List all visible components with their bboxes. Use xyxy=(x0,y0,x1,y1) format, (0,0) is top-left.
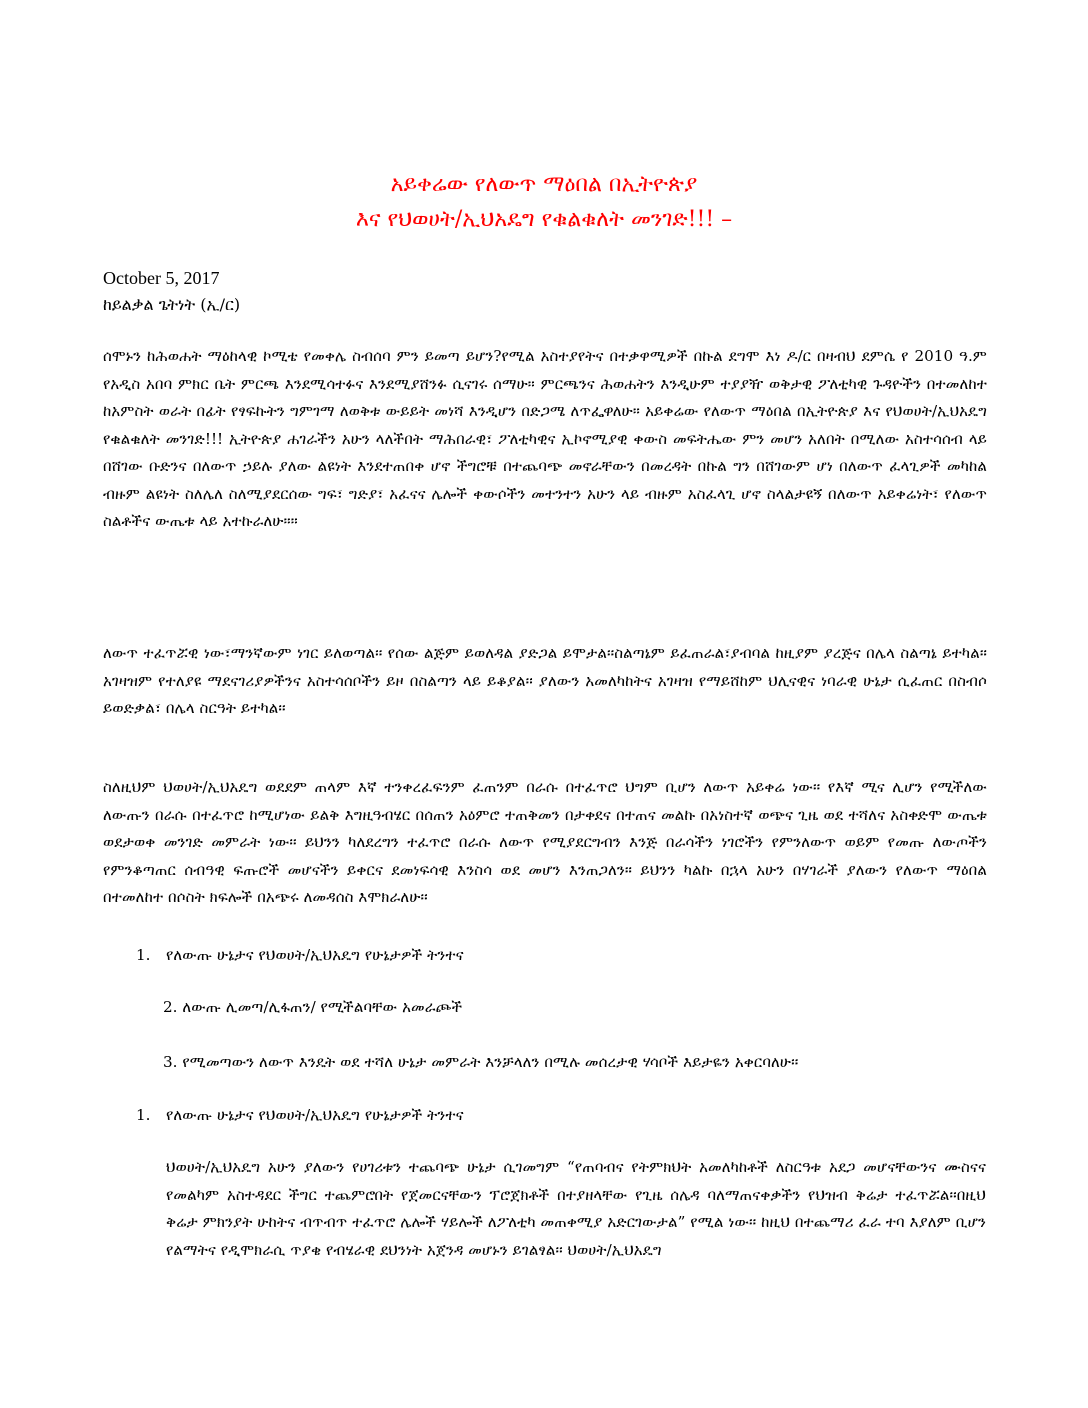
list-item: 2. ለውጡ ሊመጣ/ሊፋጠን/ የሚችልባቸው አመራጮች xyxy=(163,998,463,1016)
list-item-number: 1. xyxy=(136,946,151,964)
list-item-text: የለውጡ ሁኔታና የህወሀት/ኢህአዴግ የሁኔታዎች ትንተና xyxy=(166,1106,464,1124)
list-item xyxy=(136,942,464,970)
list-item-text: የለውጡ ሁኔታና የህወሀት/ኢህአዴግ የሁኔታዎች ትንተና xyxy=(166,946,464,964)
document-title-line1: አይቀሬው የለውጥ ማዕበል በኢትዮጵያ xyxy=(390,172,698,197)
body-paragraph-1: ሰሞኑን ከሕወሐት ማዕከላዊ ኮሚቴ የመቀሌ ስብሰባ ምን ይመጣ ይሆን?የሚል አስተያየትና በተቃዋሚዎች በኩል ደግሞ እነ ዶ/ር በዛብህ ደምሴ የ 2010 ዓ.ም የአዲስ አበባ ምክር ቤት ምርጫ እንደሚሳተፉና እንደሚያሸንፉ ሲናገሩ ሰማሁ። ምርጫንና ሕወሐትን እንዲሁም ተያያዥ ወቅታዊ ፖለቲካዊ ጉዳዮችን በተመለከተ ከአምስት ወራት በፊት የፃፍኩትን ግምገማ ለወቅቱ ውይይት መነሻ እንዲሆን በድጋሜ ለጥፌዋለሁ። አይቀሬው የለውጥ ማዕበል በኢትዮጵያ እና የህወሀት/ኢህአዴግ የቁልቁለት መንገድ!!! ኢትዮጵያ ሐገራችን አሁን ላለችበት ማሕበራዊ፣ ፖለቲካዊና ኢኮኖሚያዊ ቀውስ መፍትሔው ምን መሆን አለበት በሚለው አስተሳሰብ ላይ በሸገው ቡድንና በለውጥ ኃይሉ ያለው ልዩነት እንደተጠበቀ ሆኖ ችግሮቹ በተጨባጭ መኖራቸውን በመረዳት በኩል ግን በሸገውም ሆነ በለውጥ ፈላጊዎች መካከል ብዙም ልዩነት ስለሌለ ስለሚያደርሰው ግፍ፣ ግድያ፣ አፈናና ሌሎች ቀውሶችን መተንተን አሁን ላይ ብዙም አስፈላጊ ሆኖ ስላልታዩኝ በለውጥ አይቀሬነት፣ የለውጥ ስልቶችና ውጤቱ ላይ አተኩራለሁ።። xyxy=(103,347,987,530)
document-date: October 5, 2017 xyxy=(103,268,220,288)
document-title-line2: እና የህወሀት/ኢህአዴግ የቁልቁለት መንገድ!!! – xyxy=(355,207,733,232)
body-paragraph-3: ስለዚህም ህወሀት/ኢህአዴግ ወደደም ጠላም እኛ ተንቀረፈፍንም ፈጠንም በራሱ በተፈጥሮ ህግም ቢሆን ለውጥ አይቀሬ ነው፡፡ የእኛ ሚና ሊሆን የሚችለው ለውጡን በራሱ በተፈጥሮ ከሚሆነው ይልቅ እግዚዓብሄር በሰጠን አዕምሮ ተጠቅመን በታቀደና በተጠና መልኩ በአነስተኛ ወጭና ጊዜ ወደ ተሻለና አስቀድሞ ውጤቱ ወደታወቀ መንገድ መምራት ነው፡፡ ይህንን ካለደረግን ተፈጥሮ በራሱ ለውጥ የሚያደርግብን እንጅ በራሳችን ነገሮችን የምንለውጥ ወይም የመጡ ለውጦችን የምንቆጣጠር ሰብዓዊ ፍጡሮች መሆናችን ይቀርና ደመነፍሳዊ እንስሳ ወደ መሆን እንጠጋለን፡፡ ይህንን ካልኩ በኋላ አሁን በሃገራች ያለውን የለውጥ ማዕበል በተመለከተ በሶስት ክፍሎች በአጭሩ ለመዳሰስ እሞክራለሁ፡፡ xyxy=(103,778,987,906)
body-paragraph-2: ለውጥ ተፈጥሯዊ ነው፣ማንኛውም ነገር ይለወጣል፡፡ የሰው ልጅም ይወለዳል ያድጋል ይሞታል፡፡ስልጣኔም ይፈጠራል፣ያብባል ከዚያም ያረጅና በሌላ ስልጣኔ ይተካል፡፡ አገዛዝም የተለያዩ ማደናገሪያዎችንና አስተሳሰቦችን ይዞ በስልጣን ላይ ይቆያል፡፡ ያለውን አመለካከትና አገዛዝ የማይሸከም ህሊናዊና ነባራዊ ሁኔታ ሲፈጠር በስብሶ ይወድቃል፣ በሌላ ስርዓት ይተካል፡፡ xyxy=(103,644,987,717)
document-author: ከይልቃል ጌትነት (ኢ/ር) xyxy=(103,295,241,314)
list-item: 3. የሚመጣውን ለውጥ እንዴት ወደ ተሻለ ሁኔታ መምራት እንቻላለን በሚሉ መሰረታዊ ሃሳቦች እይታዬን አቀርባለሁ፡፡ xyxy=(163,1053,799,1071)
list-item-number: 1. xyxy=(136,1106,151,1124)
body-paragraph-4: ህወሀት/ኢህአዴግ አሁን ያለውን የሀገሪቱን ተጨባጭ ሁኔታ ሲገመግም “የጠባብና የትምክህት አመለካከቶች ለስርዓቱ አደጋ መሆናቸውንና ሙስናና የመልካም አስተዳደር ችግር ተጨምሮበት የጀመርናቸውን ፕሮጀክቶች በተያዘላቸው የጊዜ ሰሌዳ ባለማጠናቀቃችን የህዝብ ቅሬታ ተፈጥሯል፡፡በዚህ ቅሬታ ምክንያት ሁከትና ብጥብጥ ተፈጥሮ ሌሎች ሃይሎች ለፖለቲካ መጠቀሚያ አድርገውታል” የሚል ነው፡፡ ከዚህ በተጨማሪ ፈራ ተባ እያለም ቢሆን የልማትና የዲሞክራሲ ጥያቄ የብሄራዊ ደህንነት አጀንዳ መሆኑን ይገልፃል፡፡ ህወሀት/ኢህአዴግ xyxy=(166,1158,986,1259)
list-item xyxy=(136,1102,464,1130)
